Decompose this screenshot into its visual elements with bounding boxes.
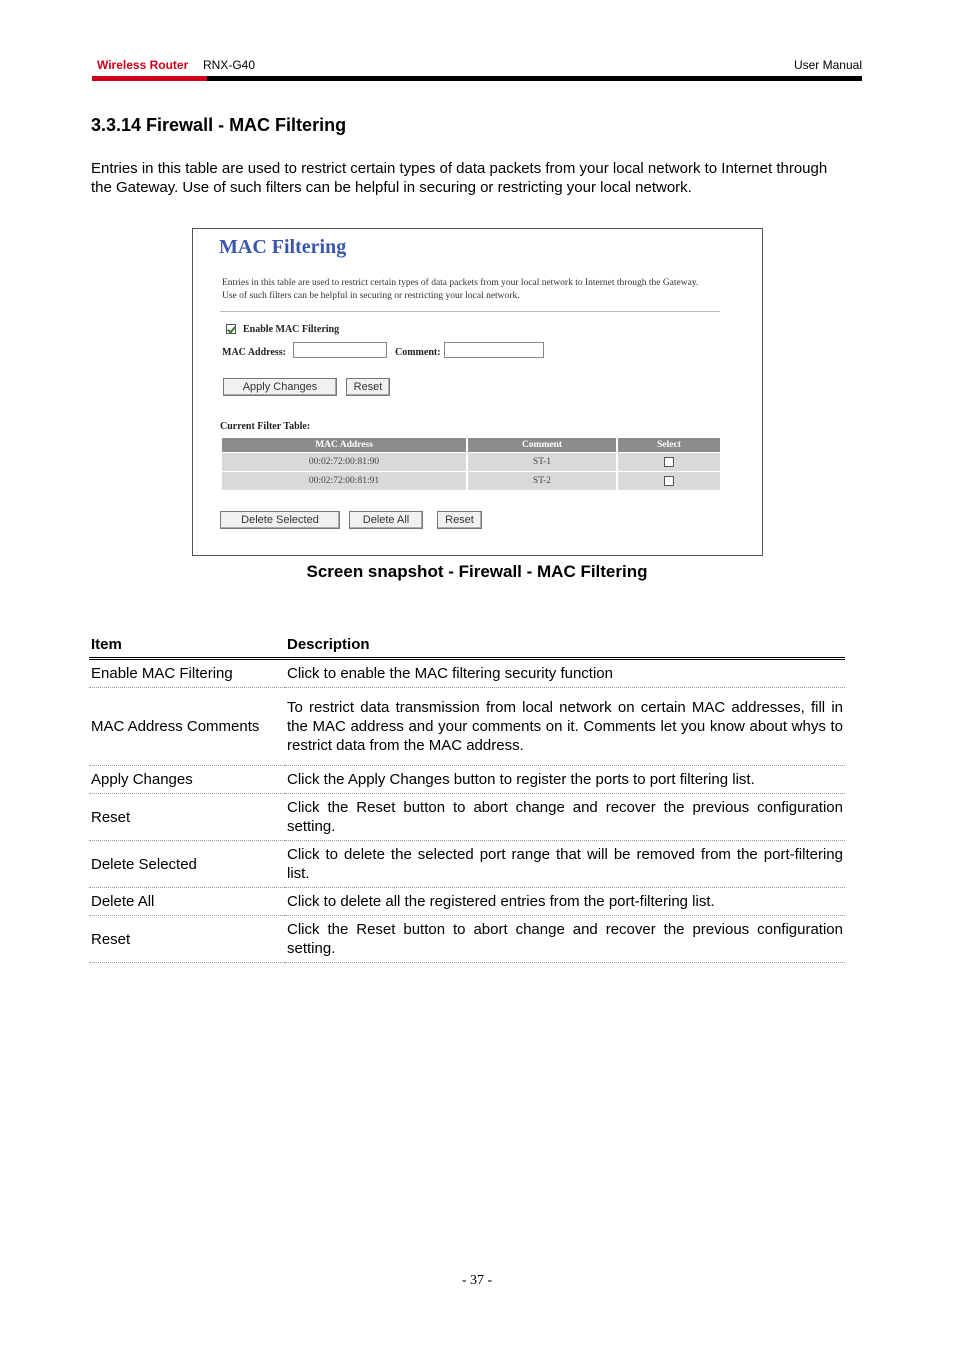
- table-row: [89, 916, 845, 963]
- select-cell: [618, 472, 720, 490]
- item-cell: Delete All: [89, 888, 285, 916]
- select-checkbox[interactable]: [664, 457, 674, 467]
- mac-address-label: MAC Address:: [222, 347, 286, 358]
- comment-cell: ST-2: [468, 472, 616, 490]
- description-table: [89, 632, 845, 963]
- column-header-comment: Comment: [468, 438, 616, 452]
- table-row: [222, 472, 720, 490]
- enable-mac-filtering-label: Enable MAC Filtering: [243, 324, 340, 335]
- column-header-select: Select: [618, 438, 720, 452]
- item-cell: MAC Address Comments: [89, 688, 285, 766]
- screenshot-title: MAC Filtering: [219, 236, 347, 258]
- table-row: [89, 688, 845, 766]
- mac-address-input[interactable]: [293, 342, 387, 358]
- item-cell: Reset: [89, 916, 285, 963]
- page-number: - 37 -: [461, 1273, 493, 1288]
- reset-table-button[interactable]: Reset: [437, 511, 482, 529]
- delete-selected-button[interactable]: Delete Selected: [220, 511, 340, 529]
- mac-cell: 00:02:72:00:81:91: [222, 472, 466, 490]
- item-cell: Apply Changes: [89, 766, 285, 794]
- description-cell: Click the Reset button to abort change and recover the previous configuration setting.: [285, 794, 845, 841]
- comment-label: Comment:: [395, 347, 441, 358]
- reset-button[interactable]: Reset: [346, 378, 390, 396]
- screenshot-frame: [192, 228, 763, 556]
- description-cell: To restrict data transmission from local network on certain MAC addresses, fill in the MAC address and your comments on it. Comments let you know about whys to restrict data from the MAC address.: [285, 688, 845, 766]
- header-manual-label: User Manual: [793, 58, 862, 72]
- select-checkbox[interactable]: [664, 476, 674, 486]
- table-row: [89, 659, 845, 688]
- table-row: [89, 794, 845, 841]
- figure-caption: Screen snapshot - Firewall - MAC Filtering: [306, 562, 648, 581]
- item-cell: Delete Selected: [89, 841, 285, 888]
- comment-cell: ST-1: [468, 453, 616, 471]
- table-row: [89, 888, 845, 916]
- mac-cell: 00:02:72:00:81:90: [222, 453, 466, 471]
- item-cell: Reset: [89, 794, 285, 841]
- page-header: [97, 58, 862, 76]
- table-row: [89, 766, 845, 794]
- column-header-item: Item: [89, 632, 285, 659]
- comment-input[interactable]: [444, 342, 544, 358]
- screenshot-divider: [220, 311, 720, 312]
- filter-table: [220, 437, 722, 491]
- screenshot-description: Entries in this table are used to restrict certain types of data packets from your local network to Internet through the Gateway. Use of such filters can be helpful in securing or restricting your local network.: [222, 278, 699, 301]
- description-cell: Click to delete the selected port range that will be removed from the port-filtering list.: [285, 841, 845, 888]
- intro-paragraph: Entries in this table are used to restrict certain types of data packets from your local network to Internet through the Gateway. Use of such filters can be helpful in securing or restricting your local network.: [91, 160, 828, 196]
- header-accent-rule: [92, 76, 207, 81]
- description-cell: Click to delete all the registered entries from the port-filtering list.: [285, 888, 845, 916]
- header-rule: [92, 76, 862, 81]
- description-cell: Click to enable the MAC filtering security function: [285, 659, 845, 688]
- description-cell: Click the Reset button to abort change and recover the previous configuration setting.: [285, 916, 845, 963]
- header-brand: Wireless Router: [97, 58, 189, 72]
- column-header-mac: MAC Address: [222, 438, 466, 452]
- delete-all-button[interactable]: Delete All: [349, 511, 423, 529]
- header-model: RNX-G40: [203, 58, 256, 72]
- item-cell: Enable MAC Filtering: [89, 659, 285, 688]
- table-row: [222, 453, 720, 471]
- enable-mac-filtering-checkbox[interactable]: [226, 324, 236, 334]
- select-cell: [618, 453, 720, 471]
- column-header-description: Description: [285, 632, 845, 659]
- apply-changes-button[interactable]: Apply Changes: [223, 378, 337, 396]
- section-title: 3.3.14 Firewall - MAC Filtering: [91, 115, 347, 135]
- table-row: [89, 841, 845, 888]
- description-cell: Click the Apply Changes button to register the ports to port filtering list.: [285, 766, 845, 794]
- filter-table-caption: Current Filter Table:: [220, 421, 311, 432]
